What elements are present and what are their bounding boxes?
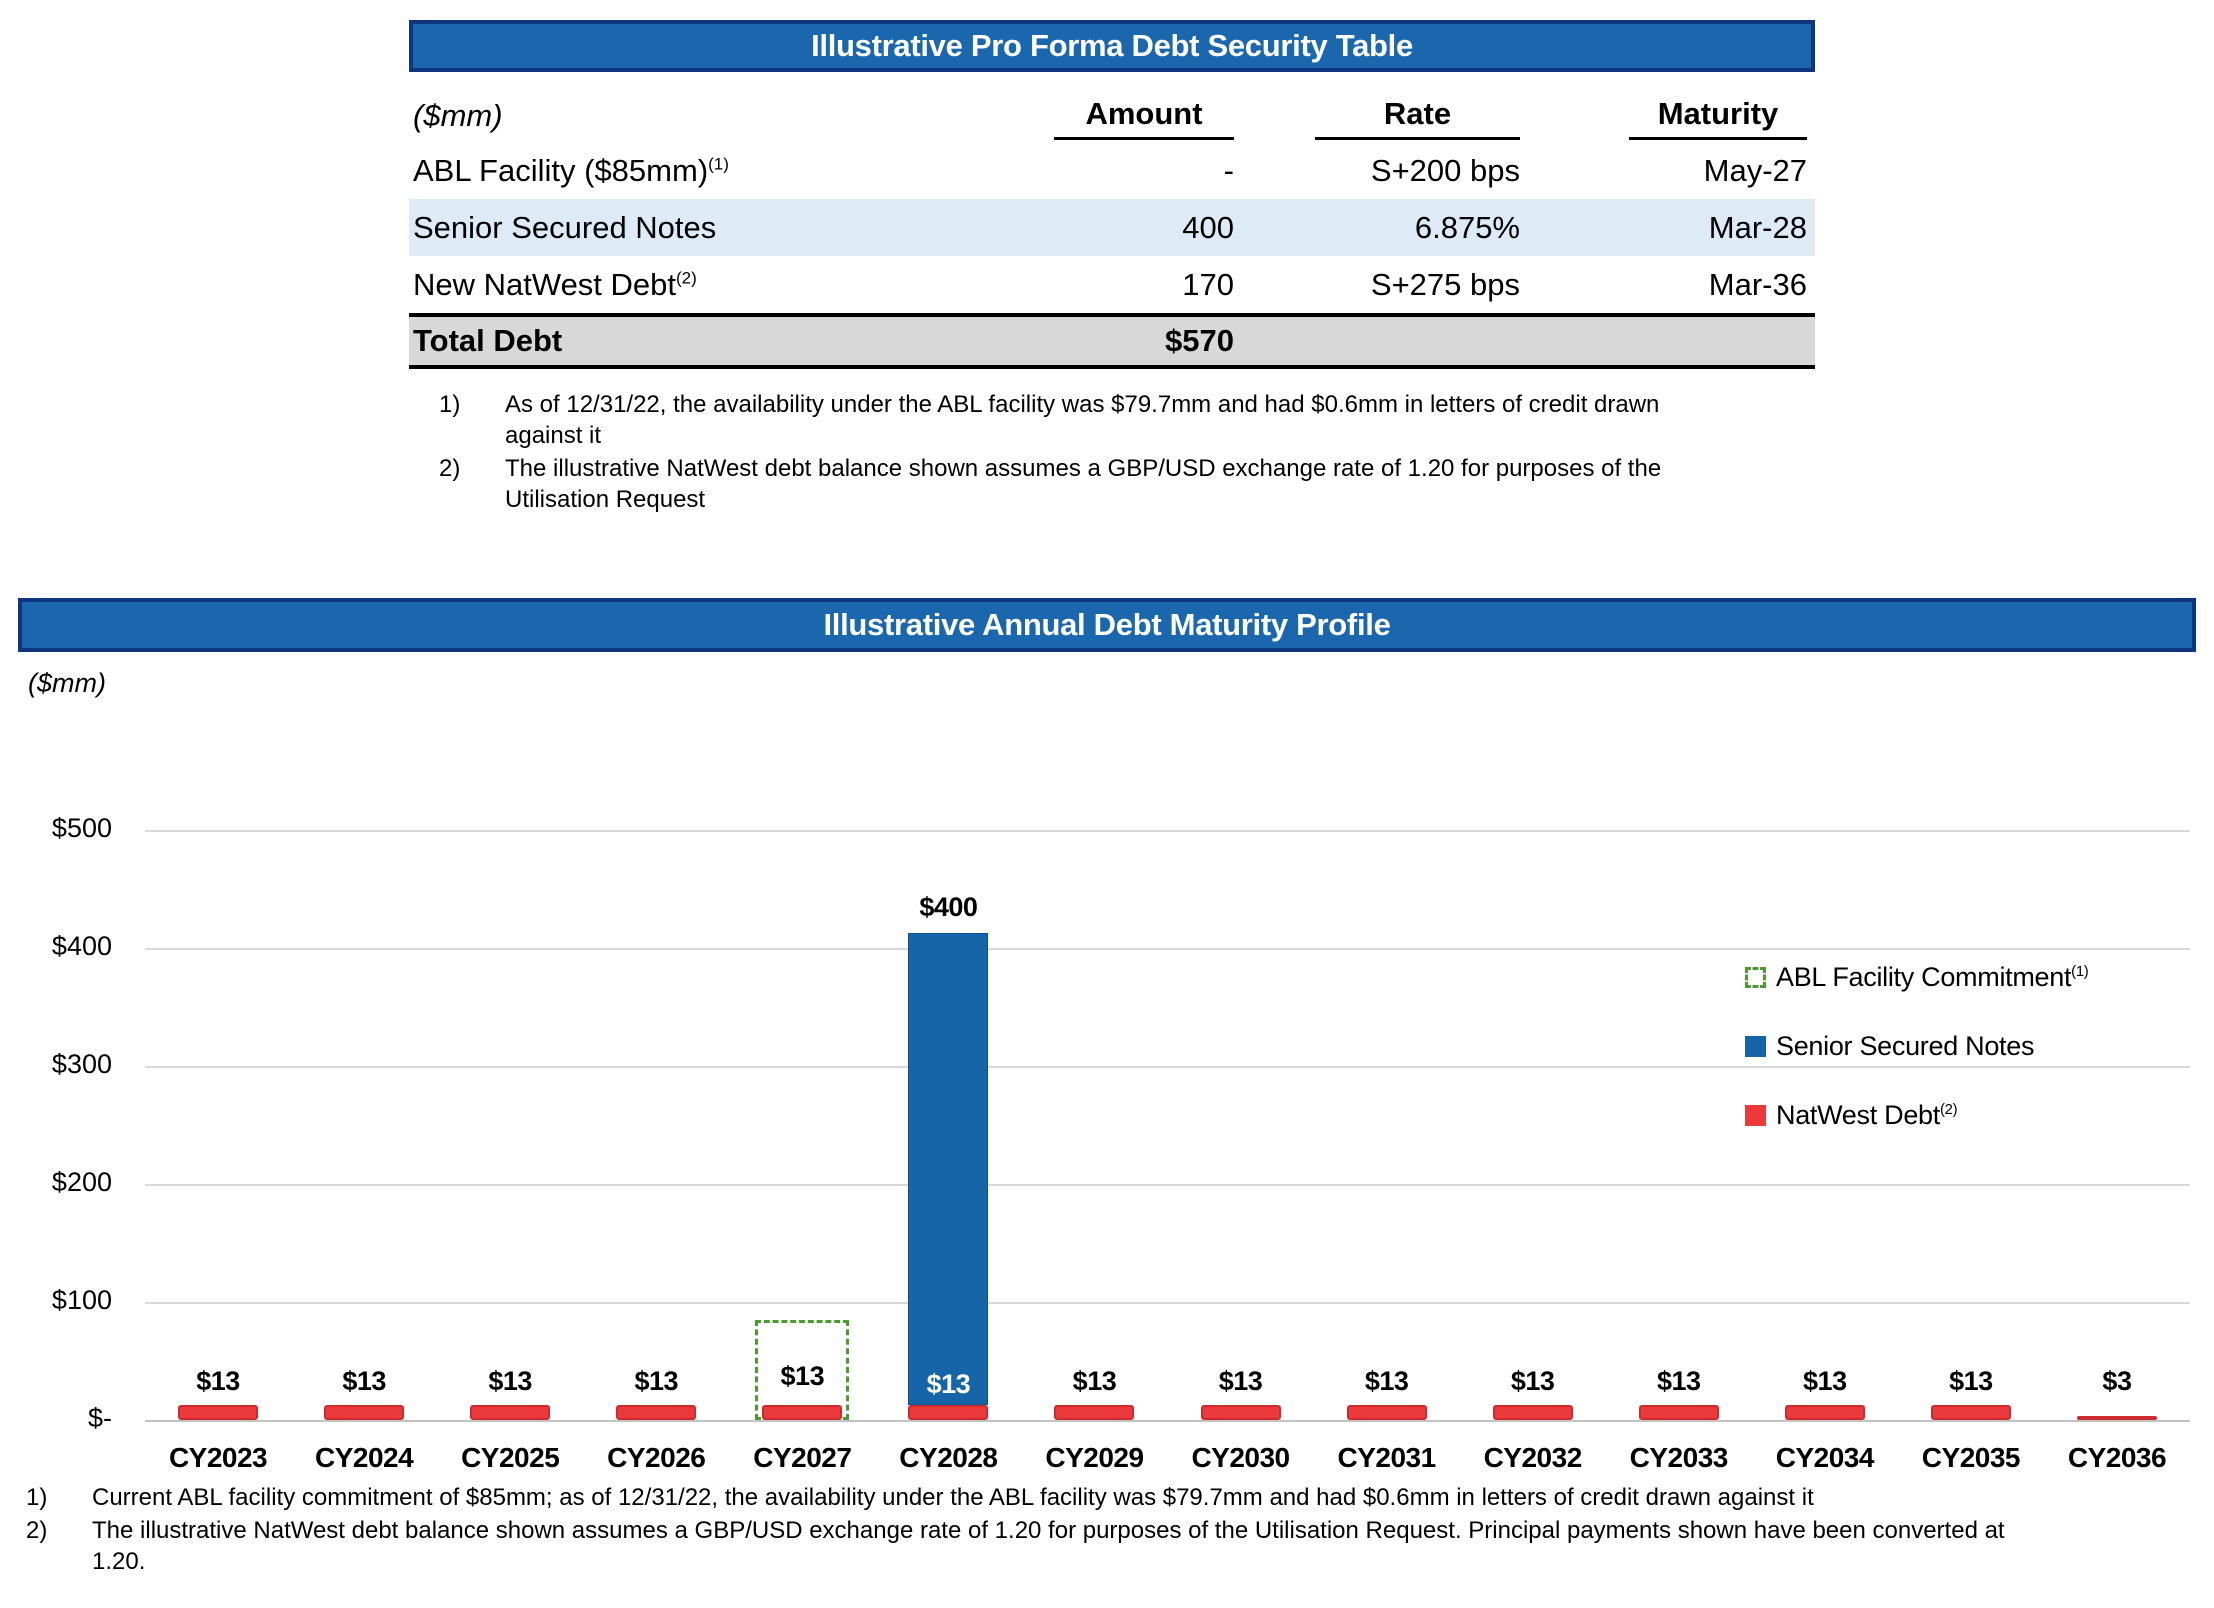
category-slot [1606,830,1752,1420]
column-header-rate: Rate [1244,96,1534,140]
category-slot [1460,830,1606,1420]
bar-value-label: $13 [1510,1366,1555,1396]
x-axis-label: CY2029 [1045,1442,1144,1473]
bar-value-label: $13 [1072,1366,1117,1396]
bar-value-label: $13 [342,1366,386,1396]
legend-swatch-icon [1745,1036,1766,1057]
row-rate: S+200 bps [1370,152,1520,188]
row-rate: 6.875% [1414,209,1520,245]
natwest-debt-bar [1347,1405,1427,1420]
row-maturity: Mar-36 [1708,266,1807,302]
column-header-amount: Amount [1009,96,1244,140]
category-slot [291,830,437,1420]
row-label: New NatWest Debt$^{(2)}$ [413,266,697,302]
column-header-maturity: Maturity [1534,96,1815,140]
gridline [145,1420,2190,1422]
footnote-reference: (2) [676,268,697,288]
legend-label: NatWest Debt$^{(2)}$ [1776,1100,1958,1130]
natwest-debt-bar [1931,1405,2011,1420]
x-axis-label: CY2024 [315,1442,414,1473]
natwest-debt-bar [1201,1405,1281,1420]
natwest-debt-bar [178,1405,258,1420]
category-slot [1021,830,1167,1420]
footnote-item [26,1482,2052,1513]
x-axis-label: CY2036 [2067,1442,2167,1473]
x-axis-label: CY2034 [1775,1442,1874,1473]
legend-item [1745,962,2088,993]
footnote-item [439,389,1815,451]
row-amount: 170 [1182,266,1234,302]
category-slot [1314,830,1460,1420]
bar-value-label: $13 [196,1366,240,1396]
x-axis-label: CY2025 [461,1442,560,1473]
x-axis-label: CY2028 [899,1442,998,1473]
footnote-item [26,1515,2052,1577]
chart-title: Illustrative Annual Debt Maturity Profile [823,607,1391,642]
row-label: Senior Secured Notes [413,209,717,245]
y-tick-label: $200 [51,1167,112,1197]
bar-value-label: $13 [780,1361,825,1391]
category-slot [145,830,291,1420]
x-axis-label: CY2031 [1337,1442,1436,1473]
category-slot [437,830,583,1420]
x-axis-label: CY2027 [753,1442,852,1473]
bar-value-label: $13 [634,1366,679,1396]
x-axis-label: CY2023 [168,1442,268,1473]
x-axis-label: CY2032 [1483,1442,1582,1473]
table-total-row [409,313,1815,369]
footnote-text: The illustrative NatWest debt balance shown assumes a GBP/USD exchange rate of 1.20 for purposes of the Utilisation Request [505,455,1662,513]
table-footnotes [439,389,1815,515]
x-axis-label: CY2035 [1921,1442,2020,1473]
footnote-number: 1) [439,391,461,418]
row-amount: - [1223,152,1234,188]
legend-item [1745,1100,2088,1131]
table-row [409,142,1815,199]
table-header-row [409,76,1815,142]
footnote-text: As of 12/31/22, the availability under the ABL facility was $79.7mm and had $0.6mm in letters of credit drawn against it [505,391,1660,449]
footnote-text: Current ABL facility commitment of $85mm; as of 12/31/22, the availability under the ABL facility was $79.7mm and had $0.6mm in letters of credit drawn against it [92,1484,1814,1511]
bar-value-label: $13 [1656,1366,1701,1396]
row-label: ABL Facility ($85mm)$^{(1)}$ [413,152,729,188]
legend-label: ABL Facility Commitment$^{(1)}$ [1776,962,2089,992]
category-slot [875,830,1021,1420]
category-slot [1168,830,1314,1420]
table-body [409,142,1815,313]
bar-value-label: $13 [1803,1366,1847,1396]
x-axis-label: CY2026 [607,1442,706,1473]
footnote-reference: (2) [1939,1102,1958,1118]
natwest-debt-bar [1639,1405,1719,1420]
legend-item [1745,1031,2088,1062]
table-row [409,199,1815,256]
table-title-banner [409,20,1815,72]
y-tick-label: $400 [51,931,112,961]
total-label: Total Debt [413,323,563,358]
natwest-debt-bar [1493,1405,1573,1420]
natwest-debt-bar [324,1405,404,1420]
row-maturity: May-27 [1703,152,1807,188]
chart-title-banner [18,598,2196,652]
row-rate: S+275 bps [1370,266,1520,302]
y-tick-label: $100 [51,1285,112,1315]
chart-unit-label: ($mm) [28,668,106,698]
natwest-debt-bar [2077,1416,2157,1420]
debt-maturity-chart [0,700,2214,1490]
table-title: Illustrative Pro Forma Debt Security Table [811,28,1413,63]
legend-swatch-dashed-icon [1745,967,1766,988]
x-axis-label: CY2033 [1629,1442,1728,1473]
footnote-reference: (1) [708,154,729,174]
legend-swatch-icon [1745,1105,1766,1126]
footnote-number: 2) [439,455,461,482]
category-slot [583,830,729,1420]
y-tick-label: $500 [51,813,112,843]
total-amount: $570 [1165,323,1234,358]
legend-label: Senior Secured Notes [1776,1031,2035,1061]
natwest-debt-bar [1785,1405,1865,1420]
natwest-debt-bar [616,1405,696,1420]
senior-notes-bar [908,933,988,1405]
y-tick-label: $300 [51,1049,112,1079]
debt-security-table [409,76,1815,517]
natwest-debt-bar [908,1405,988,1420]
natwest-debt-bar [470,1405,550,1420]
bar-value-label: $3 [2102,1366,2132,1396]
footnote-number: 1) [26,1484,48,1511]
chart-footnotes [26,1482,2052,1579]
footnote-item [439,453,1815,515]
category-slot [729,830,875,1420]
natwest-debt-bar [762,1405,842,1420]
y-tick-label: $- [87,1403,112,1433]
table-row [409,256,1815,313]
chart-legend [1745,962,2088,1169]
footnote-text: The illustrative NatWest debt balance shown assumes a GBP/USD exchange rate of 1.20 for purposes of the Utilisation Request. Principal payments shown have been converted at 1.20. [92,1517,2005,1575]
stack-total-label: $400 [919,892,978,922]
bar-value-label: $13 [1218,1366,1263,1396]
row-amount: 400 [1182,209,1234,245]
bar-value-label: $13 [488,1366,532,1396]
bar-value-label: $13 [926,1369,971,1399]
footnote-number: 2) [26,1517,48,1544]
bar-value-label: $13 [1364,1366,1409,1396]
footnote-reference: (1) [2071,964,2089,980]
x-axis-label: CY2030 [1191,1442,1290,1473]
row-maturity: Mar-28 [1708,209,1807,245]
bar-value-label: $13 [1949,1366,1993,1396]
natwest-debt-bar [1054,1405,1134,1420]
table-unit-label: ($mm) [413,98,503,133]
